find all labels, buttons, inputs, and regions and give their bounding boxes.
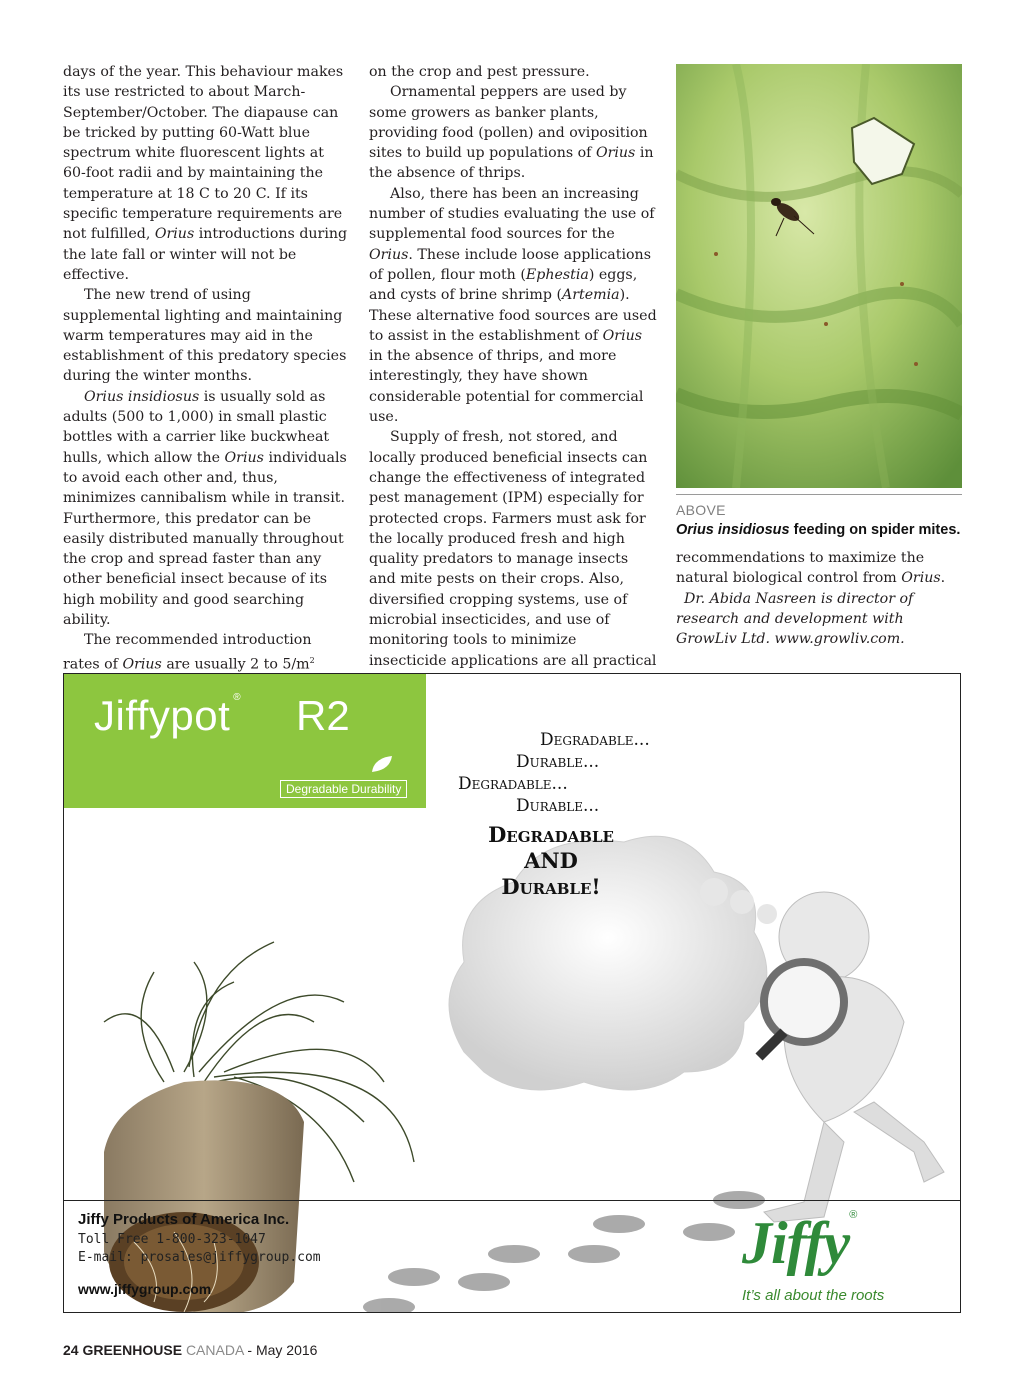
jiffypot-banner (64, 674, 426, 808)
cloud-headline: AND (524, 848, 578, 873)
email-address: E-mail: prosales@jiffygroup.com (78, 1250, 321, 1265)
page-footer: 24 GREENHOUSE CANADA - May 2016 (63, 1342, 318, 1358)
cloud-headline: Durable! (501, 874, 601, 899)
tagline: Degradable Durability (280, 780, 407, 798)
cloud-line: Degradable... (458, 774, 568, 794)
photo-caption: Orius insidiosus feeding on spider mites. (676, 522, 961, 538)
paragraph: Orius insidiosus is usually sold as adults (500 to 1,000) in small plastic bottles with a carrier like buckwheat hulls, which allow the Orius individuals to avoid each other and, thus, minimizes cannibalism while in transit. Furthermore, this predator can be easily distributed manually throughout the crop and spread faster than any other beneficial insect because of its high mobility and good searching ability. (63, 388, 347, 629)
orius-photo (676, 64, 962, 488)
ad-divider (64, 1200, 960, 1201)
paragraph: days of the year. This behaviour makes its use restricted to about March-September/October. The diapause can be tricked by putting 60-Watt blue spectrum white fluorescent lights at 60-foot radii and by maintaining the temperature at 18 C to 20 C. If its specific temperature requirements are not fulfilled, Orius introductions during the late fall or winter will not be effective. (63, 64, 348, 283)
cloud-line: Degradable... (540, 730, 650, 750)
company-name: Jiffy Products of America Inc. (78, 1211, 290, 1228)
paragraph: Also, there has been an increasing number of studies evaluating the use of supplemental food sources for the Orius. These include loose applications of pollen, flour moth (Ephestia) eggs, and cysts of brine shrimp (Artemia). These alternative food sources are used to assist in the establishment of Orius in the absence of thrips, and more interestingly, they have shown considerable potential for commercial use. (369, 185, 657, 426)
website-link[interactable]: www.jiffygroup.com (78, 1281, 212, 1297)
slogan: It’s all about the roots (742, 1287, 885, 1304)
paragraph: The new trend of using supplemental lighting and maintaining warm temperatures may aid in the establishment of this predatory species during the winter months. (63, 287, 347, 385)
cloud-line: Durable... (516, 796, 600, 816)
article-column-1 (63, 62, 351, 695)
model-name: R2 (296, 692, 350, 739)
brand-name: Jiffypot ® (94, 692, 242, 739)
paragraph: recommendations to maximize the natural biological control from Orius. (676, 550, 946, 587)
jiffy-logo: Jiffy® (742, 1209, 858, 1276)
paragraph: The recommended introduction rates of Orius are usually 2 to $5/m^2$ (63, 632, 315, 673)
paragraph: Ornamental peppers are used by some growers as banker plants, providing food (pollen) and oviposition sites to build up populations of Orius in the absence of thrips. (369, 84, 654, 182)
phone-number: Toll Free 1-800-323-1047 (78, 1232, 266, 1247)
article-column-2 (369, 62, 657, 671)
caption-label: ABOVE (676, 502, 726, 518)
article-column-3 (676, 548, 966, 649)
cloud-line: Durable... (516, 752, 600, 772)
cloud-headline: Degradable (488, 822, 614, 847)
paragraph: Supply of fresh, not stored, and locally produced beneficial insects can change the effectiveness of integrated pest management (IPM) especially for protected crops. Farmers must ask for the locally produced fresh and high quality predators to manage insects and mite pests on their crops. Also, diversified cropping systems, use of microbial insecticides, and use of monitoring tools to minimize insecticide applications are all practical (369, 429, 657, 669)
paragraph: on the crop and pest pressure. (369, 64, 590, 80)
jiffy-advertisement (63, 673, 961, 1313)
author-bio: Dr. Abida Nasreen is director of research and development with GrowLiv Ltd. www.growliv.com. (676, 590, 914, 648)
caption-rule (676, 494, 962, 495)
leaf-icon (370, 754, 394, 774)
